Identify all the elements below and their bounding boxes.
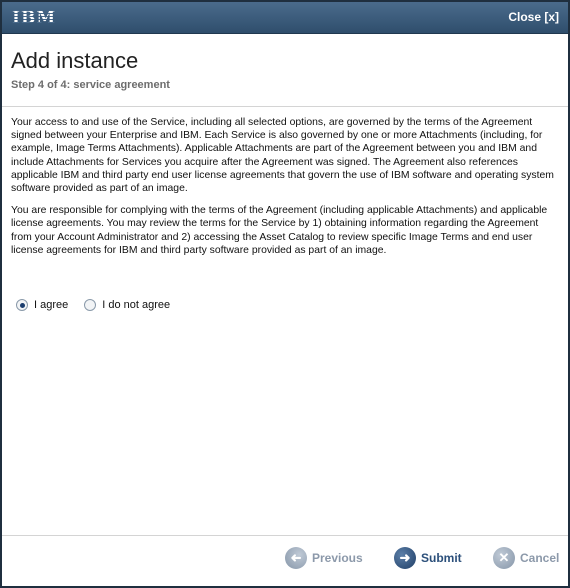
agreement-text: [11, 116, 559, 266]
cancel-button[interactable]: [493, 547, 559, 569]
ibm-logo-text: IBM: [12, 8, 57, 28]
arrow-left-icon: ➜: [285, 547, 307, 569]
ibm-logo: [12, 9, 56, 27]
submit-label: Submit: [421, 551, 462, 565]
agreement-paragraph-1: Your access to and use of the Service, including all selected options, are governed by the terms of the Agreement signed between your Enterprise and IBM. Each Service is also governed by one or more Attachments (including, for example, Image Terms Attachments). Applicable Attachments are part of the Agreement between you and IBM and include Attachments for Services you acquire after the Agreement was signed. The Agreement also references applicable IBM and third party end user license agreements that govern the use of IBM software and operating system software provided as part of an image.: [11, 117, 554, 195]
step-indicator: Step 4 of 4: service agreement: [11, 79, 170, 91]
submit-button[interactable]: [394, 547, 462, 569]
agreement-options: [16, 299, 186, 311]
arrow-right-icon: ➜: [394, 547, 416, 569]
title-bar: [2, 2, 568, 34]
page-title: Add instance: [11, 48, 139, 73]
agree-label[interactable]: I agree: [34, 299, 69, 311]
disagree-radio[interactable]: [84, 299, 96, 311]
previous-label: Previous: [312, 551, 363, 565]
cancel-label: Cancel: [520, 551, 560, 565]
wizard-header: [11, 48, 559, 91]
agree-radio[interactable]: [16, 299, 28, 311]
agreement-paragraph-2: You are responsible for complying with the terms of the Agreement (including applicable Attachments) and applicable license agreements. You may review the terms for the Service by 1) obtaining information regarding the Agreement from your Account Administrator and 2) accessing the Asset Catalog to review specific Image Terms and end user license agreements for IBM and third party software provided as part of an image.: [11, 205, 548, 256]
disagree-label[interactable]: I do not agree: [102, 299, 171, 311]
close-icon: ✕: [493, 547, 515, 569]
wizard-footer: [2, 536, 568, 586]
header-divider: [2, 106, 568, 107]
previous-button[interactable]: [285, 547, 363, 569]
close-button[interactable]: Close [x]: [508, 10, 559, 24]
